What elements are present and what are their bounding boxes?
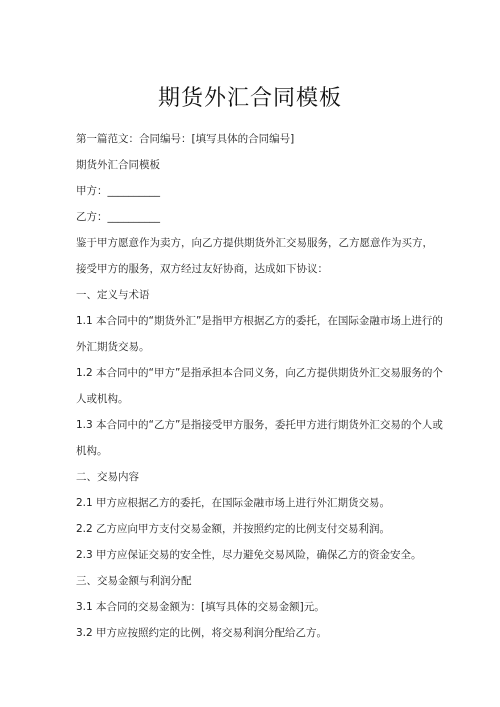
section-1-heading: 一、定义与术语 <box>76 289 150 301</box>
section-3-heading: 三、交易金额与利润分配 <box>76 575 192 587</box>
document-title: 期货外汇合同模板 <box>157 86 342 111</box>
party-b-line: 乙方：__________ <box>76 211 160 223</box>
clause-1-3-line-2: 机构。 <box>76 445 108 457</box>
document-body <box>76 126 443 646</box>
contract-number-line: 第一篇范文：合同编号：[填写具体的合同编号] <box>76 133 295 145</box>
preamble-line-1: 鉴于甲方愿意作为卖方，向乙方提供期货外汇交易服务，乙方愿意作为买方， <box>76 237 433 249</box>
party-a-line: 甲方：__________ <box>76 185 160 197</box>
clause-2-3: 2.3 甲方应保证交易的安全性，尽力避免交易风险，确保乙方的资金安全。 <box>76 549 422 561</box>
clause-1-1-line-1: 1.1 本合同中的“期货外汇”是指甲方根据乙方的委托，在国际金融市场上进行的 <box>76 315 443 327</box>
subtitle-line: 期货外汇合同模板 <box>76 159 160 171</box>
clause-3-2: 3.2 甲方应按照约定的比例，将交易利润分配给乙方。 <box>76 627 328 639</box>
section-2-heading: 二、交易内容 <box>76 471 139 483</box>
clause-3-1: 3.1 本合同的交易金额为：[填写具体的交易金额]元。 <box>76 601 325 613</box>
clause-2-2: 2.2 乙方应向甲方支付交易金额，并按照约定的比例支付交易利润。 <box>76 523 391 535</box>
clause-2-1: 2.1 甲方应根据乙方的委托，在国际金融市场上进行外汇期货交易。 <box>76 497 391 509</box>
clause-1-2-line-2: 人或机构。 <box>76 393 129 405</box>
preamble-line-2: 接受甲方的服务，双方经过友好协商，达成如下协议： <box>76 263 328 275</box>
clause-1-1-line-2: 外汇期货交易。 <box>76 341 150 353</box>
clause-1-2-line-1: 1.2 本合同中的“甲方”是指承担本合同义务，向乙方提供期货外汇交易服务的个 <box>76 367 443 379</box>
clause-1-3-line-1: 1.3 本合同中的“乙方”是指接受甲方服务，委托甲方进行期货外汇交易的个人或 <box>76 419 443 431</box>
